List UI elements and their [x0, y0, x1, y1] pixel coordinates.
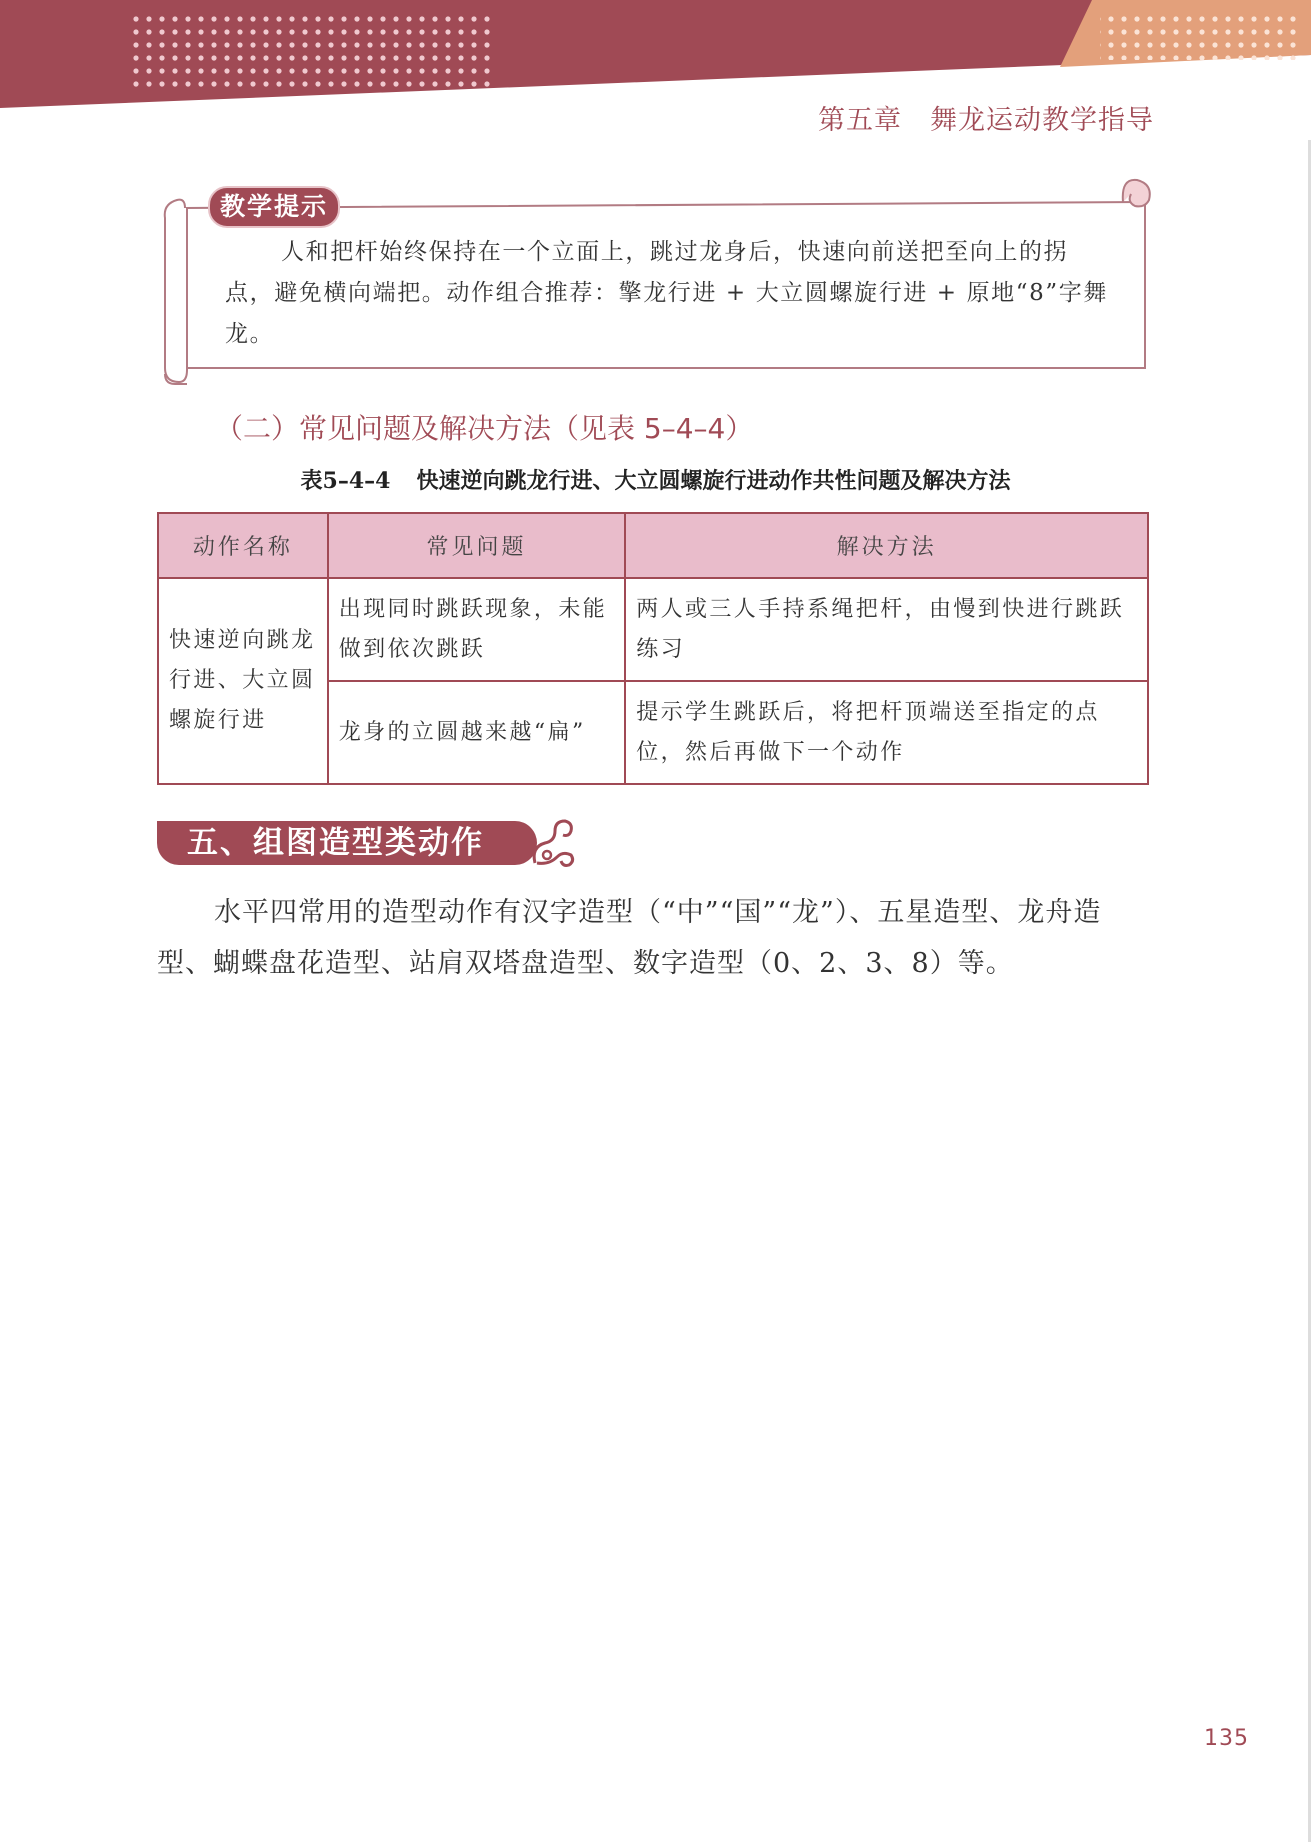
section-five-title: 五、组图造型类动作: [187, 825, 484, 861]
section-five-banner: [157, 821, 577, 867]
section-five-body: 水平四常用的造型动作有汉字造型（“中”“国”“龙”）、五星造型、龙舟造型、蝴蝶盘花造型、站肩双塔盘造型、数字造型（0、2、3、8）等。: [157, 897, 1102, 979]
teaching-tip-text: 人和把杆始终保持在一个立面上，跳过龙身后，快速向前送把至向上的拐点，避免横向端把。动作组合推荐：擎龙行进 + 大立圆螺旋行进 + 原地“8”字舞龙。: [225, 239, 1108, 347]
table-header-cell: 常见问题: [328, 513, 625, 578]
table-header-cell: 解决方法: [625, 513, 1148, 578]
table-header-row: [158, 513, 1148, 578]
table-caption: [0, 464, 1311, 495]
teaching-tip-badge: 教学提示: [208, 186, 340, 228]
table-caption-title: 快速逆向跳龙行进、大立圆螺旋行进动作共性问题及解决方法: [416, 468, 1011, 494]
chapter-title: [818, 98, 1154, 137]
chapter-name: 舞龙运动教学指导: [930, 105, 1154, 136]
solution-cell: 两人或三人手持系绳把杆，由慢到快进行跳跃练习: [625, 578, 1148, 681]
table-header-cell: 动作名称: [158, 513, 328, 578]
problem-cell: 龙身的立圆越来越“扁”: [328, 681, 625, 784]
header-decoration: [0, 0, 1311, 110]
cloud-scroll-ornament-icon: [529, 817, 577, 871]
problem-cell: 出现同时跳跃现象，未能做到依次跳跃: [328, 578, 625, 681]
table-row: [158, 578, 1148, 681]
sub-heading: （二）常见问题及解决方法（见表 5–4–4）: [215, 412, 754, 445]
chapter-number: 第五章: [818, 105, 902, 136]
page-number: 135: [1204, 1726, 1249, 1751]
header-band: [0, 0, 1311, 110]
problems-table: [157, 512, 1149, 785]
solution-cell: 提示学生跳跃后，将把杆顶端送至指定的点位，然后再做下一个动作: [625, 681, 1148, 784]
table-caption-number: 表5–4–4: [300, 468, 391, 494]
action-name-cell: 快速逆向跳龙行进、大立圆螺旋行进: [158, 578, 328, 784]
